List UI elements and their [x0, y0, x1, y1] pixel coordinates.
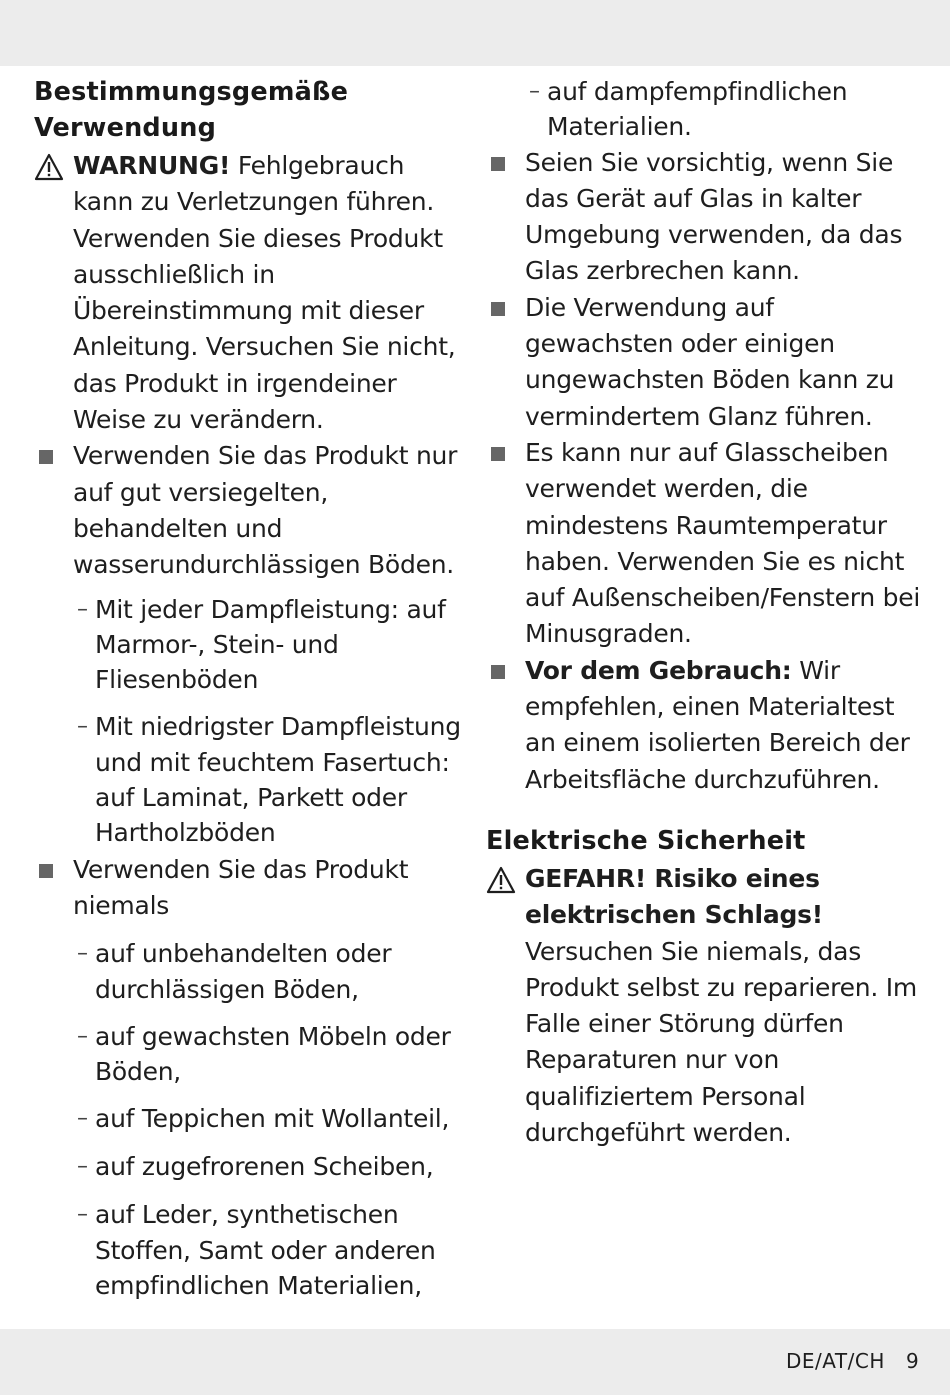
sub-list-item: – auf Teppichen mit Wollanteil, — [73, 1101, 464, 1137]
square-bullet-icon — [491, 447, 505, 461]
square-bullet-icon — [39, 450, 53, 464]
footer-region: DE/AT/CH — [786, 1349, 885, 1373]
bullet-text: Die Verwendung auf gewachsten oder einigen ungewachsten Böden kann zu vermindertem Glanz führen. — [525, 292, 895, 431]
warning-label: WARNUNG! — [73, 151, 231, 180]
list-item — [34, 438, 464, 583]
square-bullet-icon — [39, 864, 53, 878]
header-band — [0, 0, 950, 66]
danger-body: Versuchen Sie niemals, das Produkt selbst zu reparieren. Im Falle einer Störung dürfen Reparaturen nur von qualifiziertem Personal durchgeführt werden. — [525, 936, 917, 1148]
section-title: Elektrische Sicherheit — [486, 825, 806, 856]
sub-item-text: Mit niedrigster Dampfleistung und mit feuchtem Fasertuch: auf Laminat, Parkett oder Hartholzböden — [95, 712, 461, 848]
square-bullet-icon — [491, 157, 505, 171]
bullet-text — [525, 653, 926, 798]
sub-list-item: – auf Leder, synthetischen Stoffen, Samt oder anderen empfindlichen Materialien, — [73, 1197, 464, 1303]
sub-item-text: Mit jeder Dampfleistung: auf Marmor-, Stein- und Fliesenböden — [95, 594, 446, 695]
list-item — [486, 653, 926, 798]
bullet-text: Verwenden Sie das Produkt niemals — [73, 854, 409, 920]
sub-list-item: – Mit jeder Dampfleistung: auf Marmor-, Stein- und Fliesenböden — [73, 592, 464, 698]
list-item — [486, 435, 926, 653]
warning-text — [73, 148, 464, 438]
list-item — [486, 290, 926, 435]
sub-list-item: – auf unbehandelten oder durchlässigen Böden, — [73, 936, 464, 1007]
warning-triangle-icon — [34, 153, 64, 181]
sub-item-text: auf unbehandelten oder durchlässigen Böden, — [95, 939, 392, 1004]
danger-label: GEFAHR! Risiko eines elektrischen Schlags! — [525, 863, 823, 930]
sub-list-item: – auf dampfempfindlichen Materialien. — [525, 74, 926, 145]
warning-triangle-icon — [486, 866, 516, 894]
sub-item-text: auf gewachsten Möbeln oder Böden, — [95, 1021, 451, 1087]
left-column — [34, 74, 464, 1303]
bullet-label: Vor dem Gebrauch: — [525, 655, 792, 685]
sub-item-text: auf zugefrorenen Scheiben, — [95, 1152, 434, 1182]
bullet-text: Verwenden Sie das Produkt nur auf gut versiegelten, behandelten und wasserundurchlässigen Böden. — [73, 441, 458, 580]
section-title-line1: Bestimmungsgemäße — [34, 77, 349, 107]
page-number: 9 — [906, 1349, 920, 1373]
list-item — [34, 852, 464, 925]
sub-list-item: – Mit niedrigster Dampfleistung und mit feuchtem Fasertuch: auf Laminat, Parkett oder Hartholzböden — [73, 709, 464, 850]
sub-item-text: auf Teppichen mit Wollanteil, — [95, 1104, 450, 1134]
danger-block — [486, 861, 926, 1151]
warning-block — [34, 148, 464, 438]
section-title-line2: Verwendung — [34, 113, 217, 143]
sub-item-text: auf dampfempfindlichen Materialien. — [547, 77, 848, 142]
danger-text — [525, 861, 926, 1151]
bullet-text: Seien Sie vorsichtig, wenn Sie das Gerät auf Glas in kalter Umgebung verwenden, da das Glas zerbrechen kann. — [525, 147, 903, 286]
sub-list-item: – auf zugefrorenen Scheiben, — [73, 1149, 464, 1185]
right-column — [486, 74, 926, 1151]
list-item — [486, 145, 926, 290]
sub-list-item: – auf gewachsten Möbeln oder Böden, — [73, 1019, 464, 1090]
square-bullet-icon — [491, 665, 505, 679]
bullet-text: Es kann nur auf Glasscheiben verwendet werden, die mindestens Raumtemperatur haben. Verwenden Sie es nicht auf Außenscheiben/Fenstern bei Minusgraden. — [525, 437, 921, 649]
warning-body: Fehlgebrauch kann zu Verletzungen führen. Verwenden Sie dieses Produkt ausschließlich in Übereinstimmung mit dieser Anleitung. Versuchen Sie nicht, das Produkt in irgendeiner Weise zu verändern. — [73, 151, 456, 435]
bullet-body: Wir empfehlen, einen Materialtest an einem isolierten Bereich der Arbeitsfläche durchzuführen. — [525, 655, 910, 794]
square-bullet-icon — [491, 302, 505, 316]
sub-item-text: auf Leder, synthetischen Stoffen, Samt oder anderen empfindlichen Materialien, — [95, 1200, 436, 1301]
section-title — [34, 74, 464, 146]
